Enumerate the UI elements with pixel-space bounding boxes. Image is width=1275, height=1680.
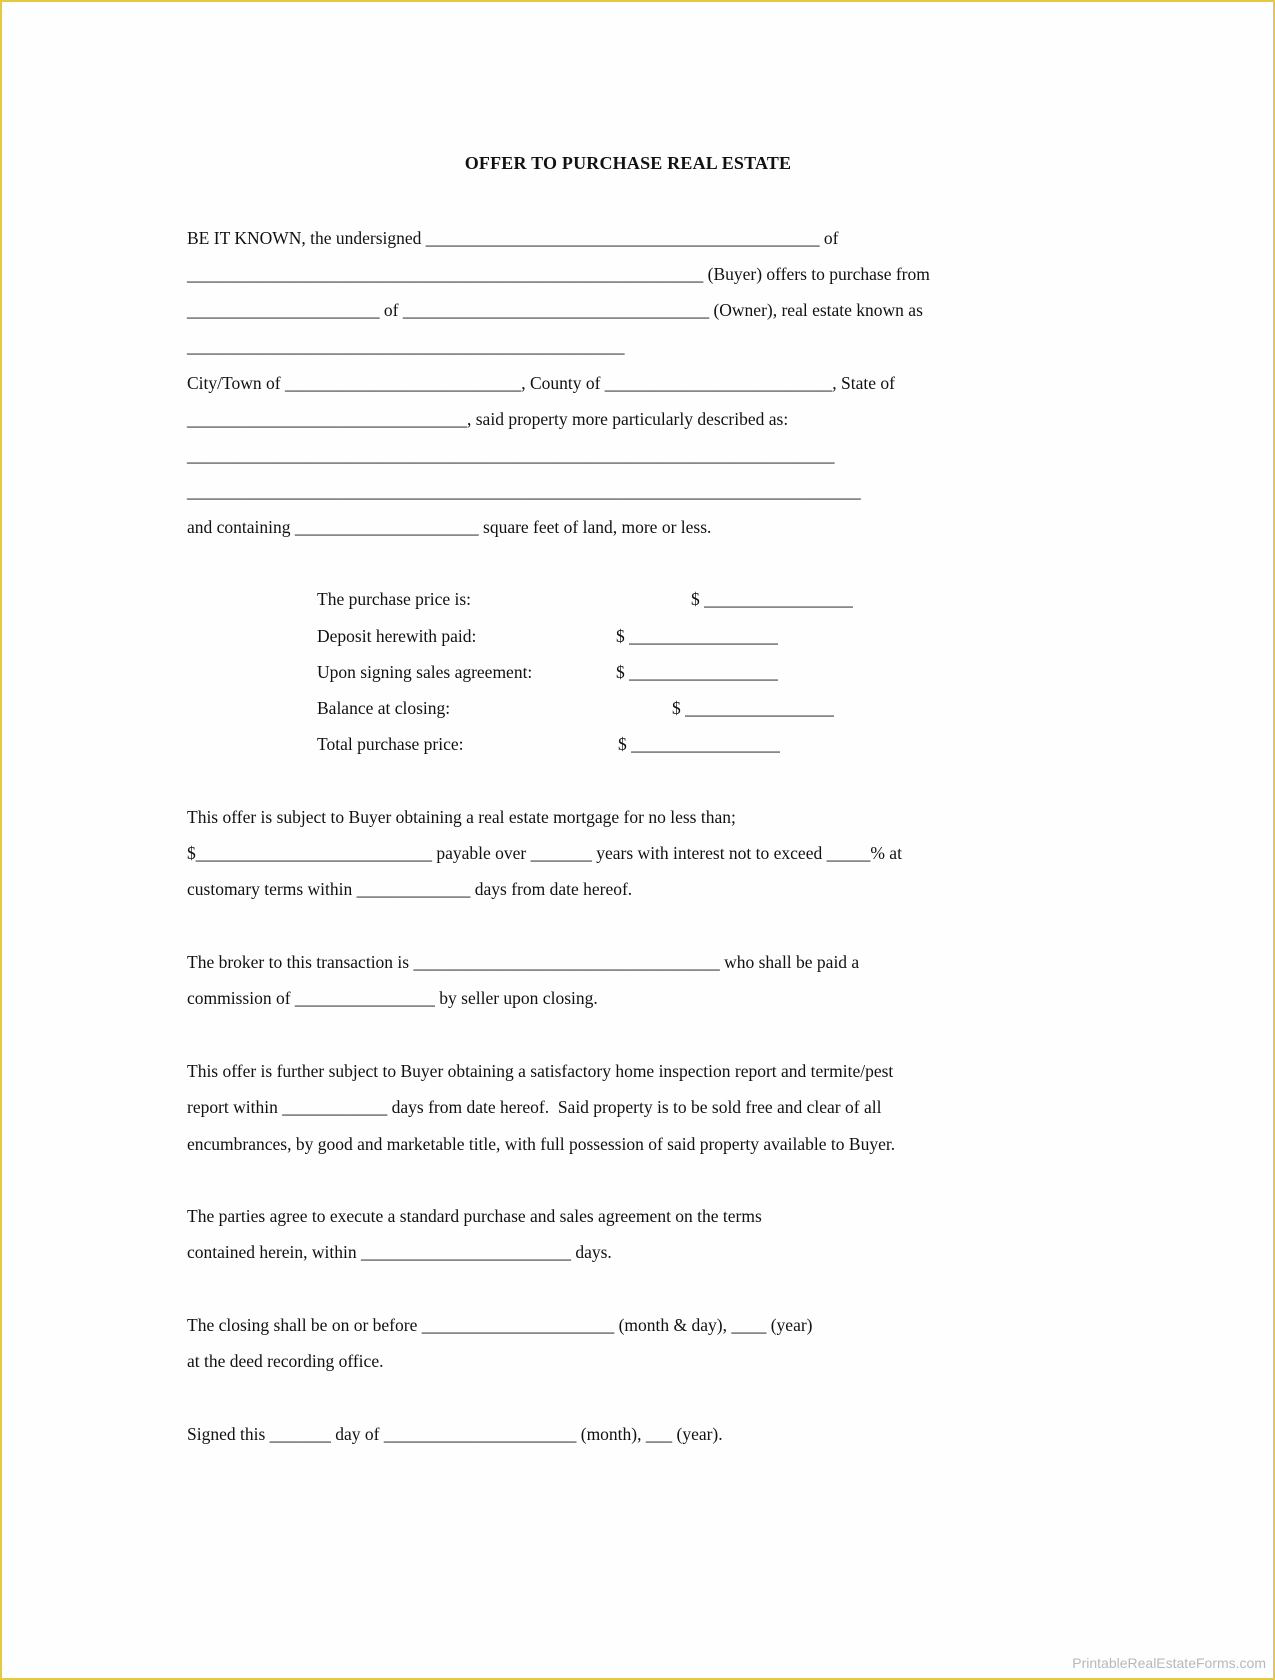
intro-line: ______________________ of ___________________________________ (Owner), real estate known as xyxy=(187,300,923,320)
document-title: OFFER TO PURCHASE REAL ESTATE xyxy=(464,153,792,173)
intro-line: and containing _____________________ square feet of land, more or less. xyxy=(187,517,712,537)
price-label-purchase: The purchase price is: xyxy=(317,589,472,609)
price-blank-deposit: $ _________________ xyxy=(616,626,778,646)
intro-line: ___________________________________________________________ (Buyer) offers to purchase from xyxy=(187,264,930,284)
agreement-line: contained herein, within ________________________ days. xyxy=(187,1242,612,1262)
intro-line: _____________________________________________________________________________ xyxy=(187,481,861,501)
broker-line: commission of ________________ by seller upon closing. xyxy=(187,988,598,1008)
signed-line: Signed this _______ day of ______________________ (month), ___ (year). xyxy=(187,1424,723,1444)
mortgage-line: $___________________________ payable over _______ years with interest not to exceed _____% at xyxy=(187,843,902,863)
intro-line: BE IT KNOWN, the undersigned _____________________________________________ of xyxy=(187,228,839,248)
broker-line: The broker to this transaction is ___________________________________ who shall be paid a xyxy=(187,952,860,972)
mortgage-line: This offer is subject to Buyer obtaining a real estate mortgage for no less than; xyxy=(187,807,736,827)
price-blank-signing: $ _________________ xyxy=(616,662,778,682)
document-page xyxy=(3,3,1272,1677)
mortgage-line: customary terms within _____________ days from date hereof. xyxy=(187,879,633,899)
closing-line: at the deed recording office. xyxy=(187,1351,384,1371)
inspection-line: encumbrances, by good and marketable title, with full possession of said property available to Buyer. xyxy=(187,1134,896,1154)
intro-line: __________________________________________________ xyxy=(187,336,625,356)
inspection-line: report within ____________ days from date hereof. Said property is to be sold free and clear of all xyxy=(187,1097,882,1117)
inspection-line: This offer is further subject to Buyer obtaining a satisfactory home inspection report and termite/pest xyxy=(187,1061,894,1081)
price-label-deposit: Deposit herewith paid: xyxy=(317,626,477,646)
intro-line: City/Town of ___________________________, County of __________________________, State of xyxy=(187,373,895,393)
price-blank-balance: $ _________________ xyxy=(672,698,834,718)
price-label-balance: Balance at closing: xyxy=(317,698,451,718)
price-blank-total: $ _________________ xyxy=(618,734,780,754)
watermark: PrintableRealEstateForms.com xyxy=(1072,1655,1266,1671)
agreement-line: The parties agree to execute a standard purchase and sales agreement on the terms xyxy=(187,1206,762,1226)
price-blank-purchase: $ _________________ xyxy=(691,589,853,609)
closing-line: The closing shall be on or before ______________________ (month & day), ____ (year) xyxy=(187,1315,813,1335)
intro-line: ________________________________, said property more particularly described as: xyxy=(187,409,789,429)
price-label-signing: Upon signing sales agreement: xyxy=(317,662,533,682)
price-label-total: Total purchase price: xyxy=(317,734,464,754)
intro-line: __________________________________________________________________________ xyxy=(187,445,835,465)
